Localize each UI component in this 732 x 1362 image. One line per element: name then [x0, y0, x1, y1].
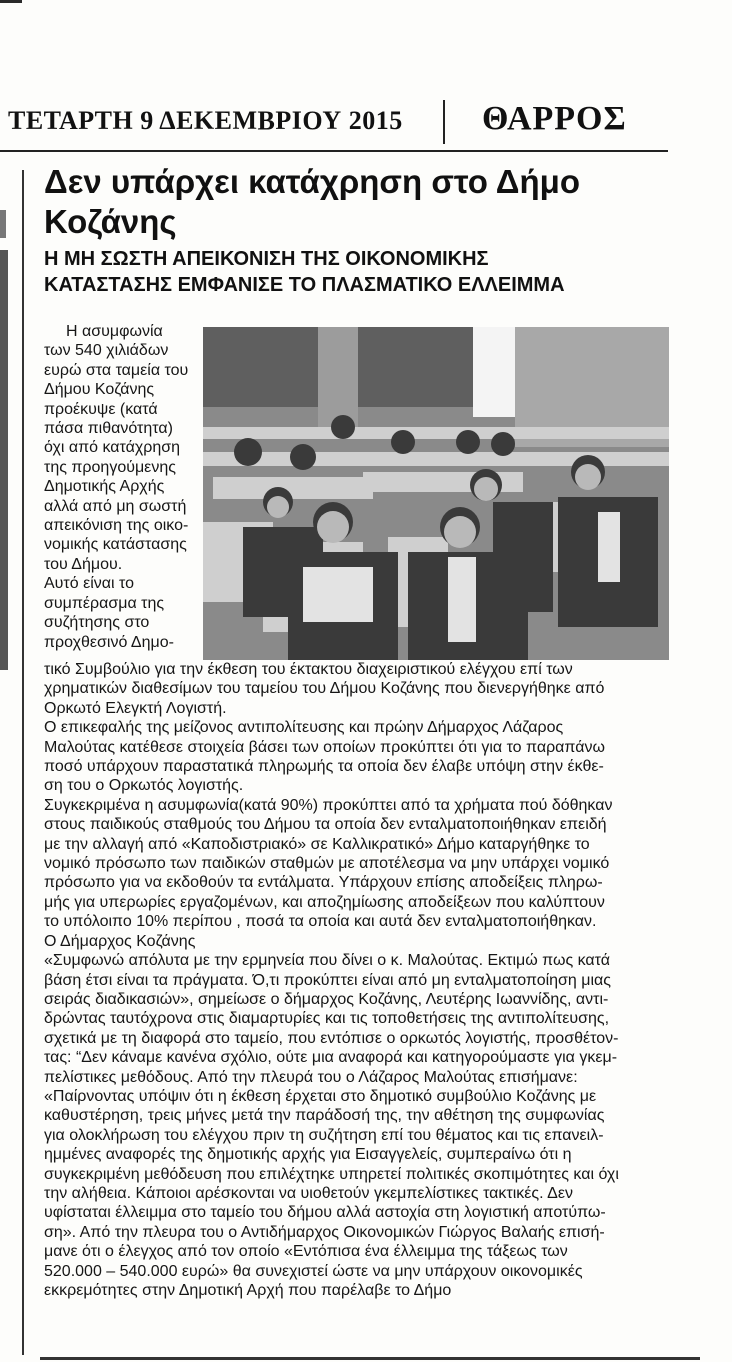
body-line: Ο επικεφαλής της μείζονος αντιπολίτευσης και πρώην Δήμαρχος Λάζαρος: [44, 719, 564, 737]
article-lede: [44, 322, 204, 652]
body-line: ποσό υπάρχουν παραστατικά πληρωμής τα οποία δεν έλαβε υπόψη στην έκθε-: [44, 758, 604, 776]
body-line: ημμένες αναφορές της δημοτικής αρχής για Εισαγγελείς, συμπεραίνω ότι η: [44, 1146, 572, 1164]
article-title: [44, 162, 664, 242]
lede-line: συζήτησης στο: [44, 614, 150, 632]
lede-line: Η ασυμφωνία: [66, 323, 163, 340]
lede-line: προχθεσινό Δημο-: [44, 633, 174, 651]
lede-line: Αυτό είναι το: [44, 575, 135, 593]
lede-line: όχι από κατάχρηση: [44, 439, 181, 457]
body-line: σειράς διαδικασιών», σημείωσε ο δήμαρχος Κοζάνης, Λευτέρης Ιωαννίδης, αντι-: [44, 990, 609, 1008]
lede-line: Δήμου Κοζάνης: [44, 381, 155, 399]
lede-line: Δημοτικής Αρχής: [44, 478, 165, 496]
lede-line: συμπέρασμα της: [44, 594, 165, 612]
body-line: δρώντας ταυτόχρονα στις διαμαρτυρίες και τις τοποθετήσεις της αντιπολίτευσης,: [44, 1010, 610, 1028]
body-line: εκκρεμότητες στην Δημοτική Αρχή που παρέλαβε το Δήμο: [44, 1282, 452, 1299]
body-line: ση». Από την πλευρα του ο Αντιδήμαρχος Οικονομικών Γιώργος Βαλαής επισή-: [44, 1223, 605, 1241]
article-photo: [203, 327, 669, 660]
body-line: με την αλλαγή από «Καποδιστριακό» σε Καλλικρατικό» Δήμο καταργήθηκε το: [44, 835, 590, 853]
body-line: «Παίρνοντας υπόψιν ότι η έκθεση έρχεται στο δημοτικό συμβούλιο Κοζάνης με: [44, 1087, 597, 1105]
body-line: Ο Δήμαρχος Κοζάνης: [44, 932, 196, 950]
body-line: συγκεκριμένη μεθόδευση που επιλέχτηκε υπηρετεί πολιτικές σκοπιμότητες και όχι: [44, 1165, 619, 1183]
title-line: Δεν υπάρχει κατάχρηση στο Δήμο: [44, 163, 581, 200]
masthead-divider: [443, 100, 445, 144]
body-line: βάση έτσι είναι τα πράγματα. Ό,τι προκύπτει είναι από μη ενταλματοποίηση μιας: [44, 971, 611, 989]
photo-illustration: [203, 327, 669, 660]
body-line: πρόσωπο για να εκδοθούν τα εντάλματα. Υπάρχουν επίσης αποδείξεις πληρω-: [44, 874, 603, 892]
body-line: μής για υπερωρίες εργαζομένων, και αποζημίωσης αποδείξεων που καλύπτουν: [44, 893, 605, 911]
body-line: τας: “Δεν κάναμε κανένα σχόλιο, ούτε μια αναφορά και κατηγορούμαστε για γκεμ-: [44, 1049, 618, 1067]
masthead-rule: [0, 150, 668, 152]
body-line: για ολοκλήρωση του ελέγχου πριν τη συζήτηση επί του θέματος και τις επανειλ-: [44, 1126, 604, 1144]
body-line: Συγκεκριμένα η ασυμφωνία(κατά 90%) προκύπτει από τα χρήματα πού δόθηκαν: [44, 796, 613, 814]
lede-line: των 540 χιλιάδων: [44, 342, 169, 360]
subtitle-line: ΚΑΤΑΣΤΑΣΗΣ ΕΜΦΑΝΙΣΕ ΤΟ ΠΛΑΣΜΑΤΙΚΟ ΕΛΛΕΙΜΜΑ: [44, 274, 565, 296]
body-line: χρηματικών διαθεσίμων του ταμείου του Δήμου Κοζάνης που διενεργήθηκε από: [44, 680, 605, 698]
body-line: πελίστικες μεθόδους. Από την πλευρά του ο Λάζαρος Μαλούτας επισήμανε:: [44, 1068, 578, 1086]
body-line: Μαλούτας κατέθεσε στοιχεία βάσει των οποίων προκύπτει ότι για το παραπάνω: [44, 738, 605, 756]
lede-line: ευρώ στα ταμεία του: [44, 361, 189, 379]
adjacent-article-fragment: [0, 210, 6, 238]
lede-line: αλλά από μη σωστή: [44, 497, 187, 515]
lede-line: απεικόνιση της οικο-: [44, 517, 189, 535]
subtitle-line: Η ΜΗ ΣΩΣΤΗ ΑΠΕΙΚΟΝΙΣΗ ΤΗΣ ΟΙΚΟΝΟΜΙΚΗΣ: [44, 248, 489, 270]
lede-line: της προηγούμενης: [44, 458, 176, 476]
article-body: [44, 660, 694, 1300]
bottom-rule: [40, 1357, 700, 1360]
adjacent-photo-fragment: [0, 250, 8, 670]
body-line: υφίσταται έλλειμμα στο ταμείο του δήμου αλλά αστοχία στη λογιστική αποτύπω-: [44, 1204, 606, 1222]
body-line: νομικό πρόσωπο των παιδικών σταθμών με αποτέλεσμα να μην υπάρχει νομικό: [44, 855, 610, 873]
body-line: ση του ο Ορκωτός λογιστής.: [44, 777, 244, 795]
body-line: την αλήθεια. Κάποιοι αρέσκονται να υιοθετούν γκεμπελίστικες τακτικές. Δεν: [44, 1184, 573, 1202]
title-line: Κοζάνης: [44, 203, 177, 240]
body-line: μανε ότι ο έλεγχος από τον οποίο «Εντόπισα ένα έλλειμμα της τάξεως των: [44, 1243, 568, 1261]
body-line: 520.000 – 540.000 ευρώ» θα συνεχιστεί ώστε να μην υπάρχουν οικονομικές: [44, 1262, 583, 1280]
column-rule: [22, 170, 24, 1355]
body-line: τικό Συμβούλιο για την έκθεση του έκτακτου διαχειριστικού ελέγχου επί των: [44, 661, 573, 678]
newspaper-name: ΘΑΡΡΟΣ: [482, 100, 627, 137]
lede-line: του Δήμου.: [44, 555, 123, 573]
body-line: «Συμφωνώ απόλυτα με την ερμηνεία που δίνει ο κ. Μαλούτας. Εκτιμώ πως κατά: [44, 952, 611, 970]
body-line: σχετικά με τη διαφορά στο ταμείο, που εντόπισε ο ορκωτός λογιστής, προσθέτον-: [44, 1029, 619, 1047]
masthead: [0, 100, 732, 145]
lede-line: νομικής κατάστασης: [44, 536, 187, 554]
body-line: καθυστέρηση, τρεις μήνες μετά την παράδοσή της, την αθέτηση της συμφωνίας: [44, 1107, 605, 1125]
body-line: το υπόλοιπο 10% περίπου , ποσά τα οποία και αυτά δεν ενταλματοποιήθηκαν.: [44, 913, 597, 931]
body-line: στους παιδικούς σταθμούς του Δήμου τα οποία δεν ενταλματοποιήθηκαν επειδή: [44, 816, 607, 834]
lede-line: πάσα πιθανότητα): [44, 420, 173, 438]
lede-line: προέκυψε (κατά: [44, 400, 158, 418]
scan-edge-mark: [0, 0, 22, 3]
body-line: Ορκωτό Ελεγκτή Λογιστή.: [44, 699, 227, 717]
issue-date: ΤΕΤΑΡΤΗ 9 ΔΕΚΕΜΒΡΙΟΥ 2015: [8, 106, 403, 135]
article-subtitle: [44, 246, 684, 298]
